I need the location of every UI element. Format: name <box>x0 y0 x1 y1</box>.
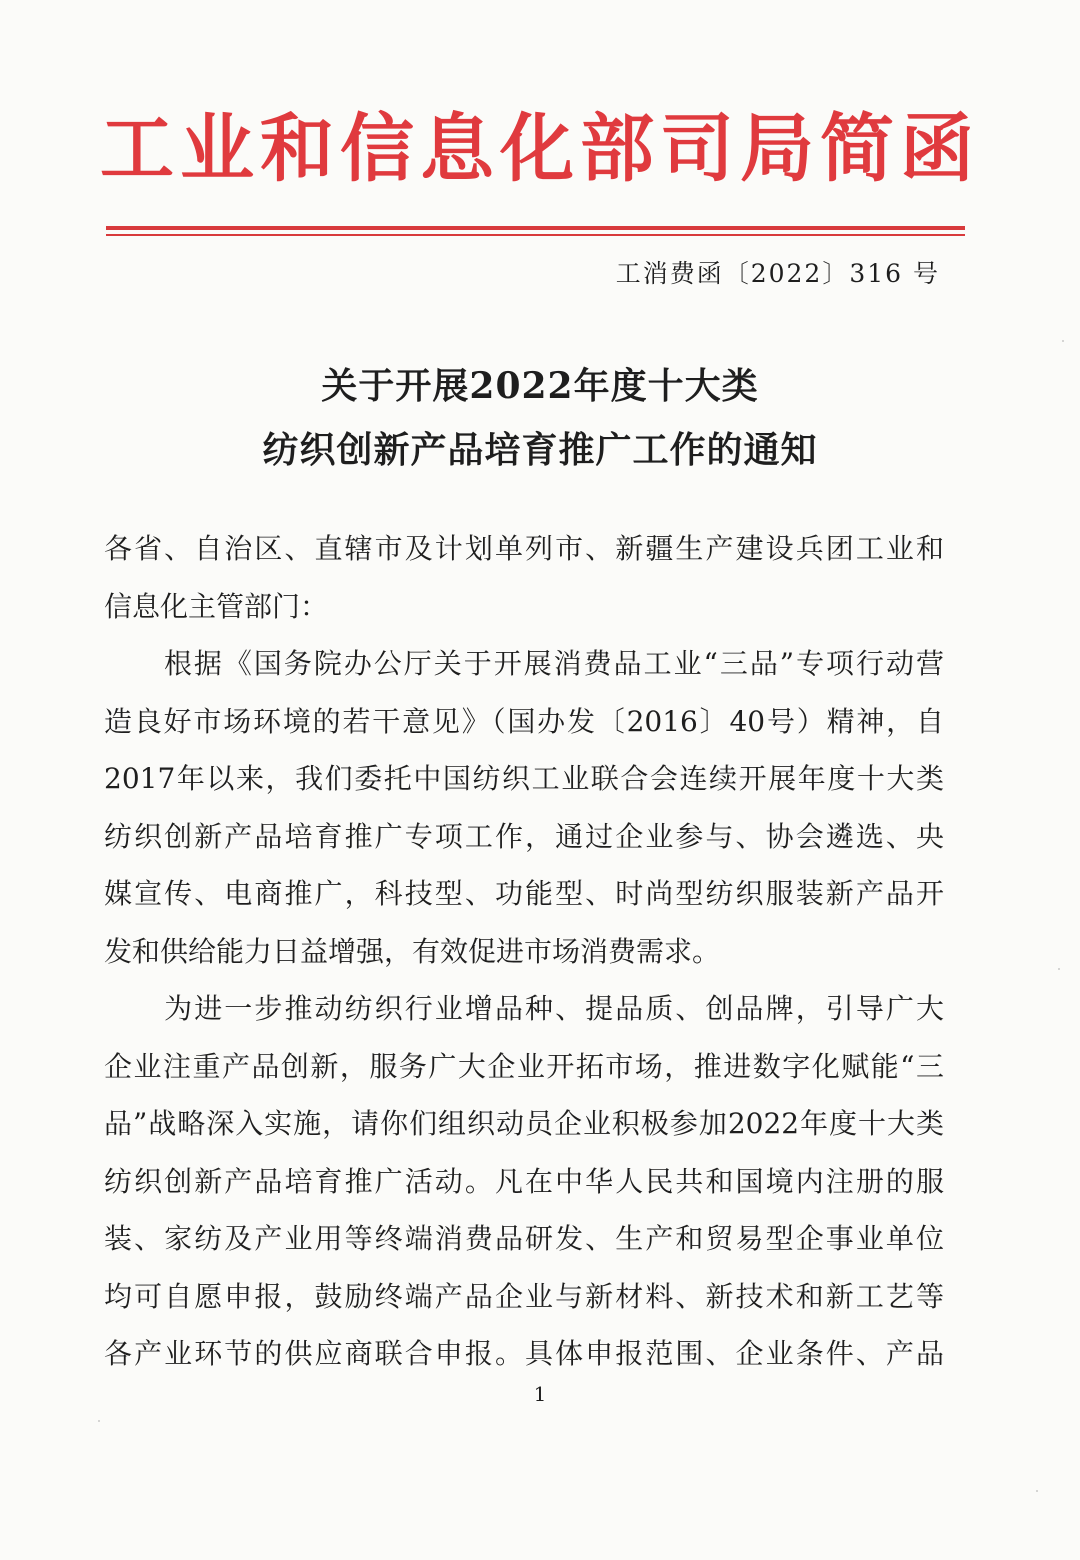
body-line: 2017年以来，我们委托中国纺织工业联合会连续开展年度十大类 <box>104 762 944 795</box>
masthead-rule-thick <box>106 226 965 230</box>
body-line: 纺织创新产品培育推广活动。凡在中华人民共和国境内注册的服 <box>104 1164 944 1198</box>
scan-speck <box>1062 340 1064 342</box>
body-line: 各省、自治区、直辖市及计划单列市、新疆生产建设兵团工业和 <box>104 532 944 565</box>
body-line: 造良好市场环境的若干意见》（国办发〔2016〕40号）精神，自 <box>104 704 944 738</box>
body-line: 装、家纺及产业用等终端消费品研发、生产和贸易型企事业单位 <box>104 1222 944 1255</box>
masthead-title: 工业和信息化部司局简函 <box>100 106 980 192</box>
notice-title-line-1: 关于开展2022年度十大类 <box>321 365 759 407</box>
body-line: 根据《国务院办公厅关于开展消费品工业“三品”专项行动营 <box>104 647 944 680</box>
document-number: 工消费函〔2022〕316 号 <box>615 259 940 288</box>
page-number: 1 <box>533 1382 547 1406</box>
body-line: 媒宣传、电商推广，科技型、功能型、时尚型纺织服装新产品开 <box>104 877 944 910</box>
body-line: 均可自愿申报，鼓励终端产品企业与新材料、新技术和新工艺等 <box>104 1279 944 1313</box>
body-line: 品”战略深入实施，请你们组织动员企业积极参加2022年度十大类 <box>104 1107 944 1140</box>
scan-speck <box>98 1420 100 1422</box>
body-text <box>104 520 944 1383</box>
body-line: 信息化主管部门： <box>104 589 329 623</box>
body-line: 为进一步推动纺织行业增品种、提品质、创品牌，引导广大 <box>104 992 944 1025</box>
scan-speck <box>1058 968 1060 970</box>
body-line: 发和供给能力日益增强，有效促进市场消费需求。 <box>104 934 721 968</box>
body-line: 纺织创新产品培育推广专项工作，通过企业参与、协会遴选、央 <box>104 819 944 853</box>
body-line: 企业注重产品创新，服务广大企业开拓市场，推进数字化赋能“三 <box>104 1049 944 1083</box>
notice-title-line-2: 纺织创新产品培育推广工作的通知 <box>262 429 818 471</box>
masthead-rule-thin <box>106 234 965 236</box>
body-line: 各产业环节的供应商联合申报。具体申报范围、企业条件、产品 <box>104 1337 944 1370</box>
scan-speck <box>1036 1490 1038 1492</box>
